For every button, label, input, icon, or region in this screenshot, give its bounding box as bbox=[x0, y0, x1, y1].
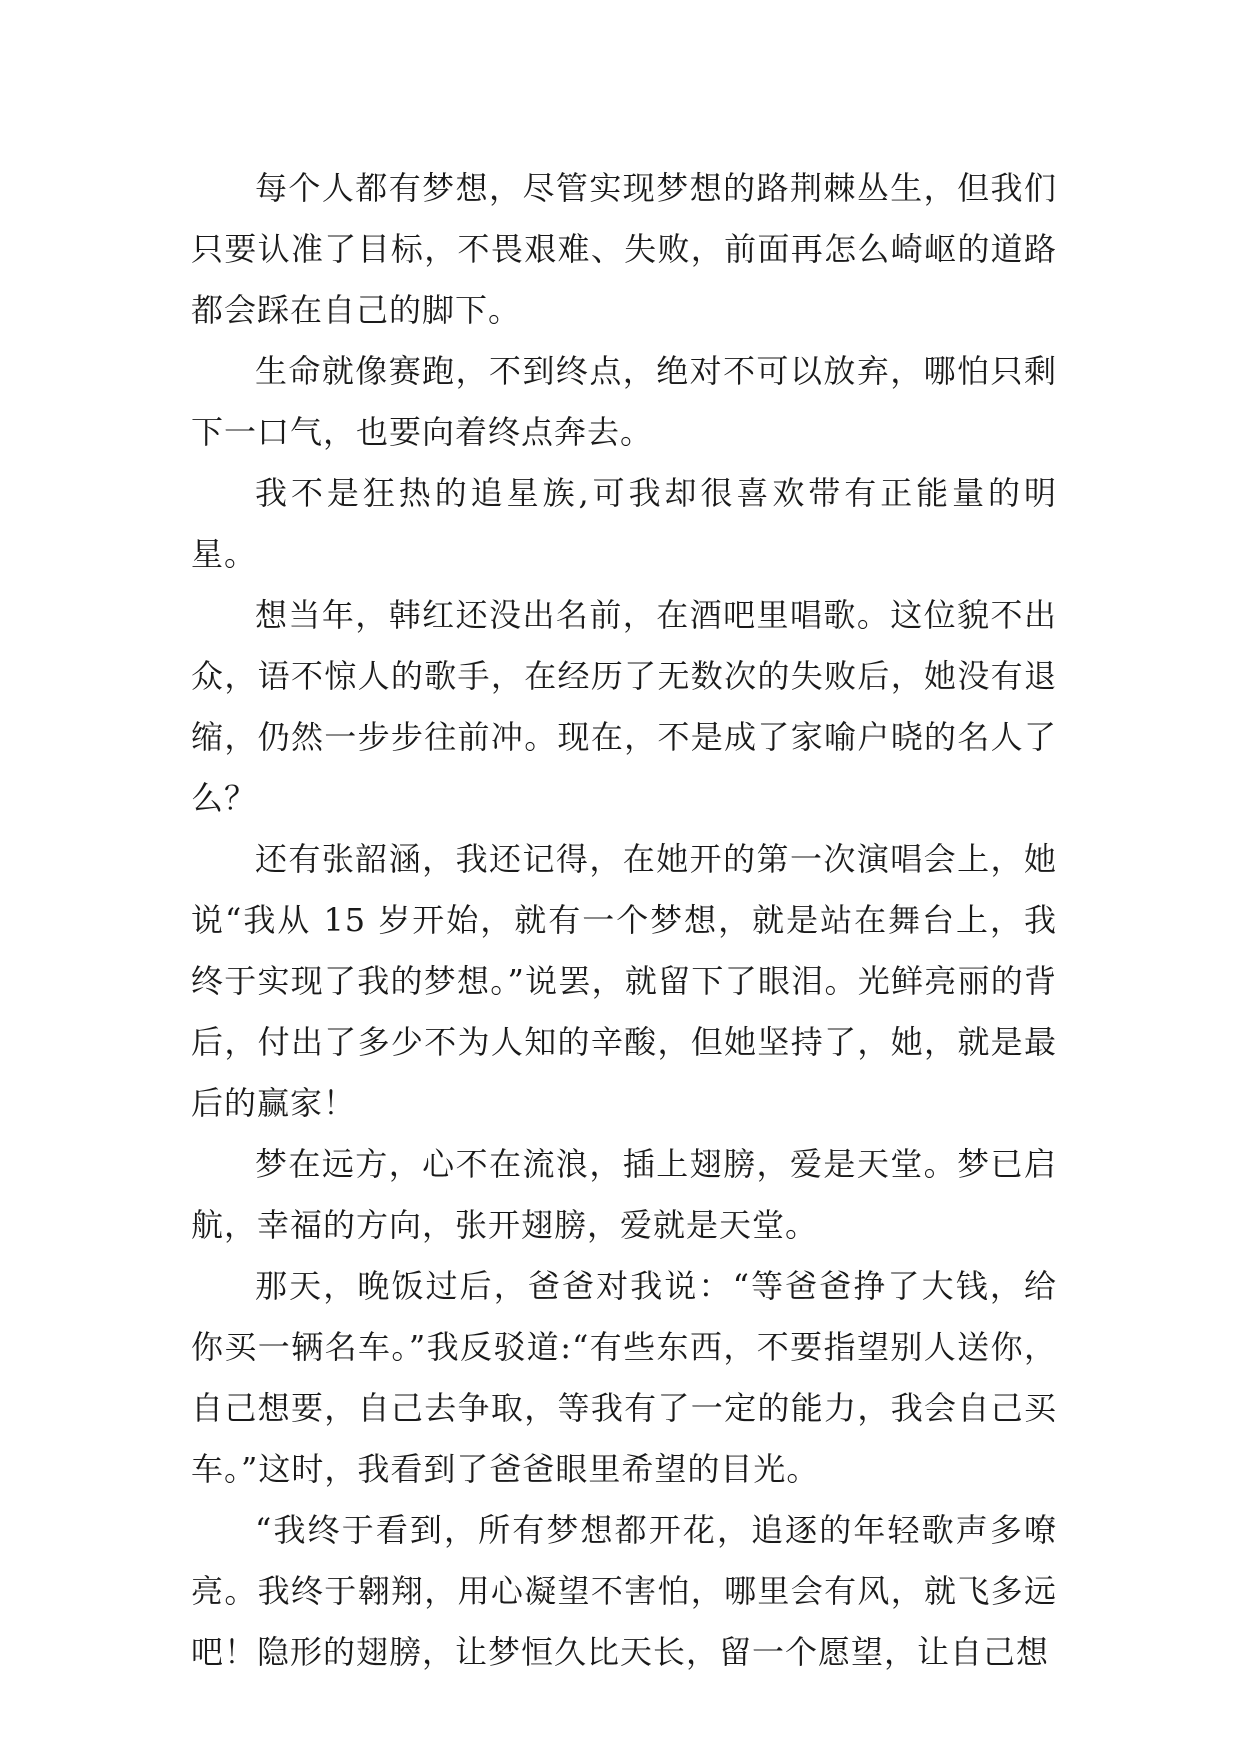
paragraph-4: 想当年，韩红还没出名前，在酒吧里唱歌。这位貌不出众，语不惊人的歌手，在经历了无数次的失败后，她没有退缩，仍然一步步往前冲。现在，不是成了家喻户晓的名人了么？ bbox=[191, 596, 1057, 817]
paragraph-8: “我终于看到，所有梦想都开花，追逐的年轻歌声多嘹亮。我终于翱翔，用心凝望不害怕，哪里会有风，就飞多远吧！隐形的翅膀，让梦恒久比天长，留一个愿望，让自己想 bbox=[191, 1511, 1057, 1671]
document-body bbox=[191, 158, 1057, 1683]
paragraph-5: 还有张韶涵，我还记得，在她开的第一次演唱会上，她说“我从 15 岁开始，就有一个梦想，就是站在舞台上，我终于实现了我的梦想。”说罢，就留下了眼泪。光鲜亮丽的背后，付出了多少不为人知的辛酸，但她坚持了，她，就是最后的赢家！ bbox=[191, 840, 1057, 1122]
paragraph-3: 我不是狂热的追星族,可我却很喜欢带有正能量的明星。 bbox=[191, 474, 1057, 573]
paragraph-1: 每个人都有梦想，尽管实现梦想的路荆棘丛生，但我们只要认准了目标，不畏艰难、失败，前面再怎么崎岖的道路都会踩在自己的脚下。 bbox=[191, 169, 1057, 329]
paragraph-6: 梦在远方，心不在流浪，插上翅膀，爱是天堂。梦已启航，幸福的方向，张开翅膀，爱就是天堂。 bbox=[191, 1145, 1057, 1244]
paragraph-2: 生命就像赛跑，不到终点，绝对不可以放弃，哪怕只剩下一口气，也要向着终点奔去。 bbox=[191, 352, 1057, 451]
paragraph-7: 那天，晚饭过后，爸爸对我说：“等爸爸挣了大钱，给你买一辆名车。”我反驳道:“有些东西，不要指望别人送你，自己想要，自己去争取，等我有了一定的能力，我会自己买车。”这时，我看到了爸爸眼里希望的目光。 bbox=[191, 1267, 1057, 1488]
